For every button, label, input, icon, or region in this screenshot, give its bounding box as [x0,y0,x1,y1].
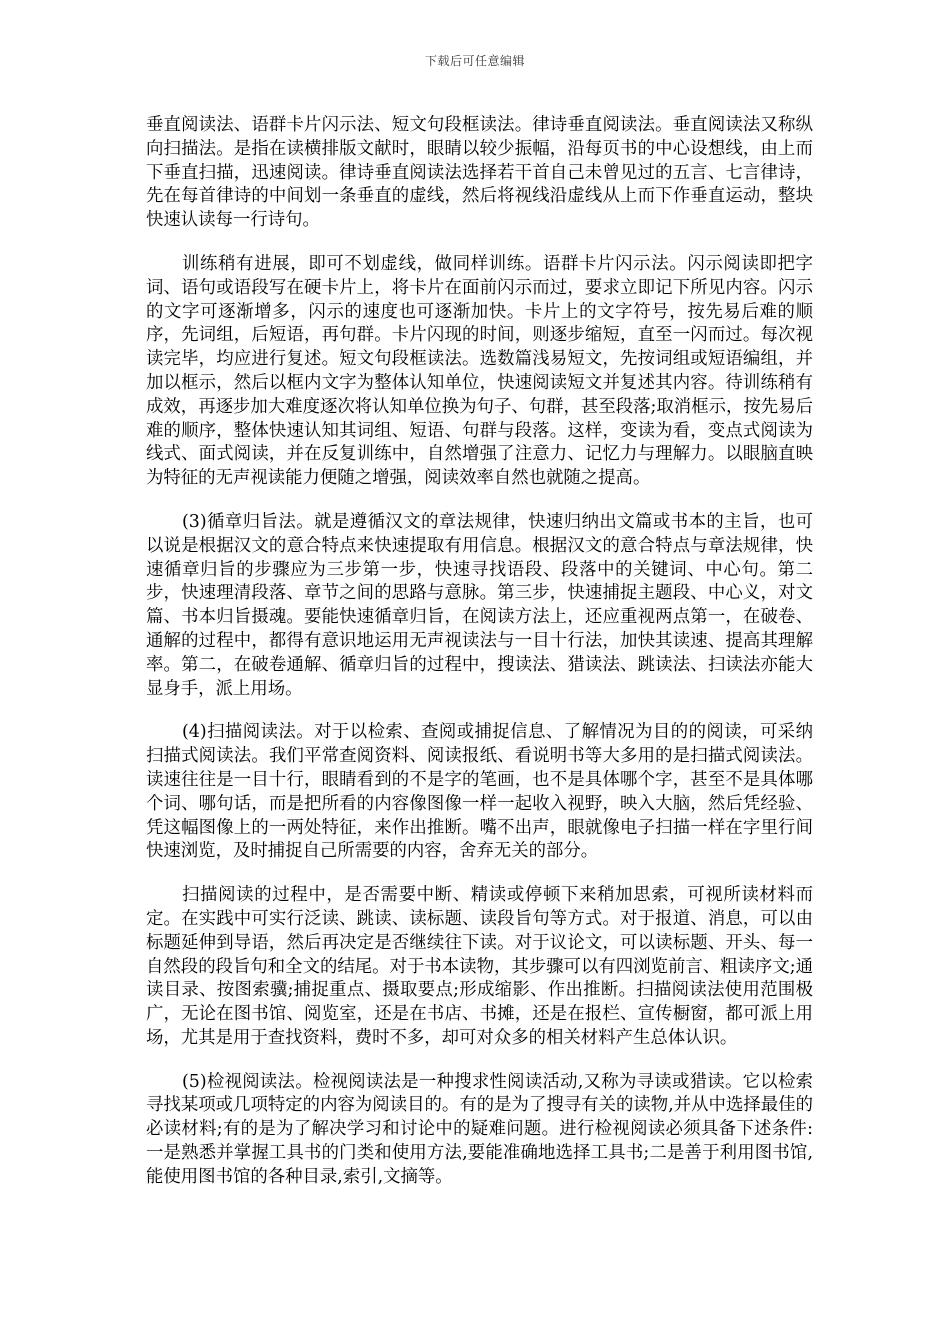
page-header-note: 下载后可任意编辑 [424,54,525,68]
paragraph-4: (4)扫描阅读法。对于以检索、查阅或捕捉信息、了解情况为目的的阅读，可采纳扫描式阅读法。我们平常查阅资料、阅读报纸、看说明书等大多用的是扫描式阅读法。读速往往是一目十行，眼睛看到的不是字的笔画，也不是具体哪个字，甚至不是具体哪个词、哪句话，而是把所看的内容像图像一样一起收入视野，映入大脑，然后凭经验、凭这幅图像上的一两处特征，来作出推断。嘴不出声，眼就像电子扫描一样在字里行间快速浏览，及时捕捉自己所需要的内容，舍弃无关的部分。 [146,722,813,862]
document-body [146,114,813,1210]
paragraph-5: 扫描阅读的过程中，是否需要中断、精读或停顿下来稍加思索，可视所读材料而定。在实践中可实行泛读、跳读、读标题、读段旨句等方式。对于报道、消息，可以由标题延伸到导语，然后再决定是否继续往下读。对于议论文，可以读标题、开头、每一自然段的段旨句和全文的结尾。对于书本读物，其步骤可以有四浏览前言、粗读序文;通读目录、按图索骥;捕捉重点、摄取要点;形成缩影、作出推断。扫描阅读法使用范围极广，无论在图书馆、阅览室，还是在书店、书摊，还是在报栏、宣传橱窗，都可派上用场，尤其是用于查找资料，费时不多，却可对众多的相关材料产生总体认识。 [146,885,813,1048]
paragraph-1: 垂直阅读法、语群卡片闪示法、短文句段框读法。律诗垂直阅读法。垂直阅读法又称纵向扫描法。是指在读横排版文献时，眼睛以较少振幅，沿每页书的中心设想线，由上而下垂直扫描，迅速阅读。律诗垂直阅读法选择若干首自己未曾见过的五言、七言律诗，先在每首律诗的中间划一条垂直的虚线，然后将视线沿虚线从上而下作垂直运动，整块快速认读每一行诗句。 [146,115,813,231]
paragraph-2: 训练稍有进展，即可不划虚线，做同样训练。语群卡片闪示法。闪示阅读即把字词、语句或语段写在硬卡片上，将卡片在面前闪示而过，要求立即记下所见内容。闪示的文字可逐渐增多，闪示的速度也可逐渐加快。卡片上的文字符号，按先易后难的顺序，先词组，后短语，再句群。卡片闪现的时间，则逐步缩短，直至一闪而过。每次视读完毕，均应进行复述。短文句段框读法。选数篇浅易短文，先按词组或短语编组，并加以框示，然后以框内文字为整体认知单位，快速阅读短文并复述其内容。待训练稍有成效，再逐步加大难度逐次将认知单位换为句子、句群，甚至段落;取消框示，按先易后难的顺序，整体快速认知其词组、短语、句群与段落。这样，变读为看，变点式阅读为线式、面式阅读，并在反复训练中，自然增强了注意力、记忆力与理解力。以眼脑直映为特征的无声视读能力便随之增强，阅读效率自然也就随之提高。 [146,253,813,489]
paragraph-6: (5)检视阅读法。检视阅读法是一种搜求性阅读活动,又称为寻读或猎读。它以检索寻找某项或几项特定的内容为阅读目的。有的是为了搜寻有关的读物,并从中选择最佳的必读材料;有的是为了解决学习和讨论中的疑难问题。进行检视阅读必须具备下述条件:一是熟悉并掌握工具书的门类和使用方法,要能准确地选择工具书;二是善于利用图书馆,能使用图书馆的各种目录,索引,文摘等。 [146,1071,813,1187]
paragraph-3: (3)循章归旨法。就是遵循汉文的章法规律，快速归纳出文篇或书本的主旨，也可以说是根据汉文的意合特点来快速提取有用信息。根据汉文的意合特点与章法规律，快速循章归旨的步骤应为三步第一步，快速寻找语段、段落中的关键词、中心句。第二步，快速理清段落、章节之间的思路与意脉。第三步，快速捕捉主题段、中心义，对文篇、书本归旨摄魂。要能快速循章归旨，在阅读方法上，还应重视两点第一，在破卷、通解的过程中，都得有意识地运用无声视读法与一目十行法，加快其读速、提高其理解率。第二，在破卷通解、循章归旨的过程中，搜读法、猎读法、跳读法、扫读法亦能大显身手，派上用场。 [146,511,813,699]
